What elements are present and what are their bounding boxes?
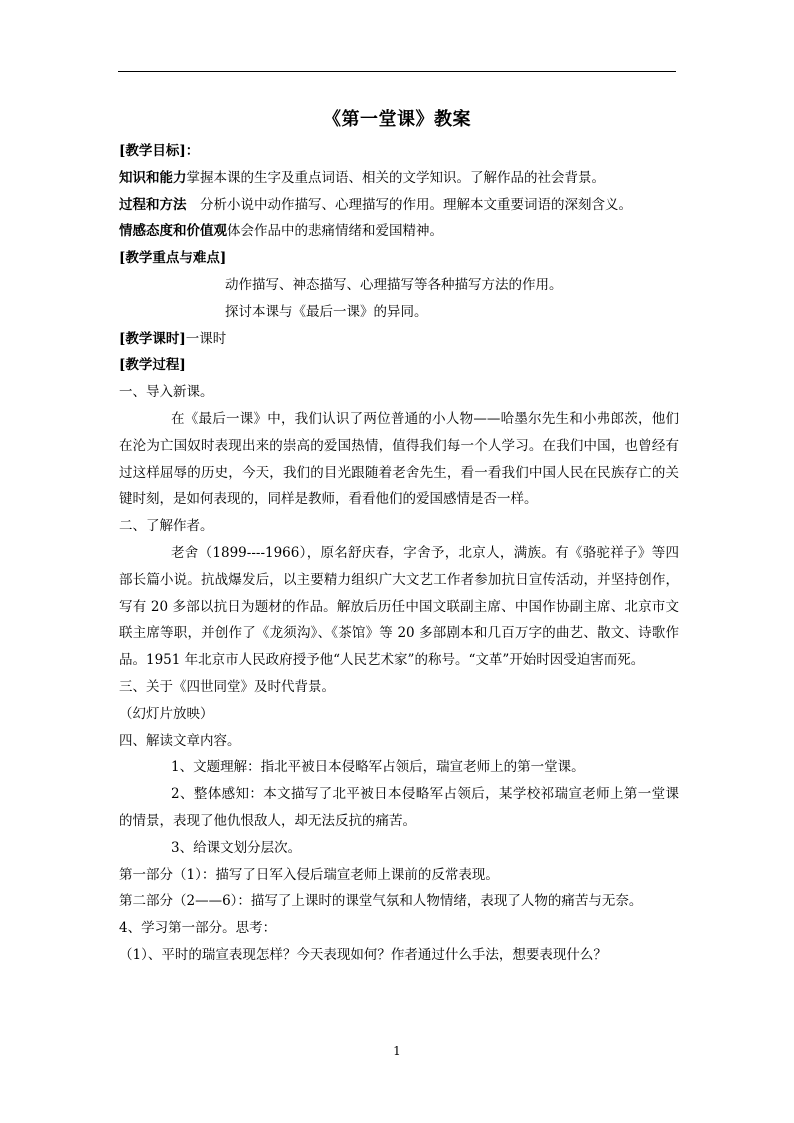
goal-emotion-label: 情感态度和价值观 — [119, 223, 227, 240]
goals-heading: [教学目标]： — [119, 143, 200, 159]
document-body — [119, 138, 679, 969]
part-1: 第一部分（1）：描写了日军入侵后瑞宣老师上课前的反常表现。 — [119, 866, 499, 883]
section-4-item-4: 4、学习第一部分。思考： — [119, 920, 277, 937]
goal-knowledge-text: 掌握本课的生字及重点词语、相关的文学知识。了解作品的社会背景。 — [186, 169, 605, 186]
goal-knowledge — [119, 165, 679, 192]
goal-process-text: 分析小说中动作描写、心理描写的作用。理解本文重要词语的深刻含义。 — [186, 196, 632, 213]
section-4-item-2: 2、整体感知：本文描写了北平被日本侵略军占领后，某学校祁瑞宣老师上第一堂课的情景，表现了他仇恨敌人，却无法反抗的痛苦。 — [119, 786, 679, 829]
section-2-heading: 二、了解作者。 — [119, 518, 214, 535]
keypoints-heading: [教学重点与难点] — [119, 250, 227, 267]
section-3-heading: 三、关于《四世同堂》及时代背景。 — [119, 678, 335, 695]
goal-emotion-text: 体会作品中的悲痛情绪和爱国精神。 — [227, 223, 443, 240]
goal-process — [119, 192, 679, 219]
goal-emotion — [119, 218, 679, 245]
document-title: 《第一堂课》教案 — [323, 109, 471, 130]
section-1-paragraph: 在《最后一课》中，我们认识了两位普通的小人物——哈墨尔先生和小弗郎茨，他们在沦为亡国奴时表现出来的崇高的爱国热情，值得我们每一个人学习。在我们中国，也曾经有过这样屈辱的历史，今天，我们的目光跟随着老舍先生，看一看我们中国人民在民族存亡的关键时刻，是如何表现的，同样是教师，看看他们的爱国感情是否一样。 — [119, 410, 679, 508]
section-2-paragraph: 老舍（1899----1966），原名舒庆春，字舍予，北京人，满族。有《骆驼祥子》等四部长篇小说。抗战爆发后，以主要精力组织广大文艺工作者参加抗日宣传活动，并坚持创作，写有 20 多部以抗日为题材的作品。解放后历任中国文联副主席、中国作协副主席、北京市文联主席等职，并创作了《龙须沟》、《茶馆》等 20 多部剧本和几百万字的曲艺、散文、诗歌作品。1951 年北京市人民政府授予他“人民艺术家”的称号。“文革”开始时因受迫害而死。 — [119, 544, 679, 669]
keypoint-item: 探讨本课与《最后一课》的异同。 — [225, 303, 428, 320]
section-1-heading: 一、导入新课。 — [119, 384, 214, 401]
process-heading: [教学过程] — [119, 357, 186, 374]
section-4-item-1: 1、文题理解：指北平被日本侵略军占领后，瑞宣老师上的第一堂课。 — [171, 759, 585, 776]
part-2: 第二部分（2——6）：描写了上课时的课堂气氛和人物情绪，表现了人物的痛苦与无奈。 — [119, 893, 643, 910]
keypoint-item: 动作描写、神态描写、心理描写等各种描写方法的作用。 — [225, 276, 563, 293]
goal-process-label: 过程和方法 — [119, 196, 187, 213]
class-hours — [119, 326, 679, 353]
header-rule — [118, 71, 676, 72]
class-hours-text: 一课时 — [185, 330, 227, 347]
page-number: 1 — [393, 1044, 401, 1058]
section-4-heading: 四、解读文章内容。 — [119, 732, 241, 749]
section-4-item-3: 3、给课文划分层次。 — [171, 839, 302, 856]
class-hours-label: [教学课时] — [119, 330, 186, 347]
question-1: （1）、平时的瑞宣表现怎样？今天表现如何？作者通过什么手法，想要表现什么？ — [119, 946, 607, 963]
goal-knowledge-label: 知识和能力 — [119, 169, 187, 186]
section-3-note: （幻灯片放映） — [119, 705, 214, 722]
